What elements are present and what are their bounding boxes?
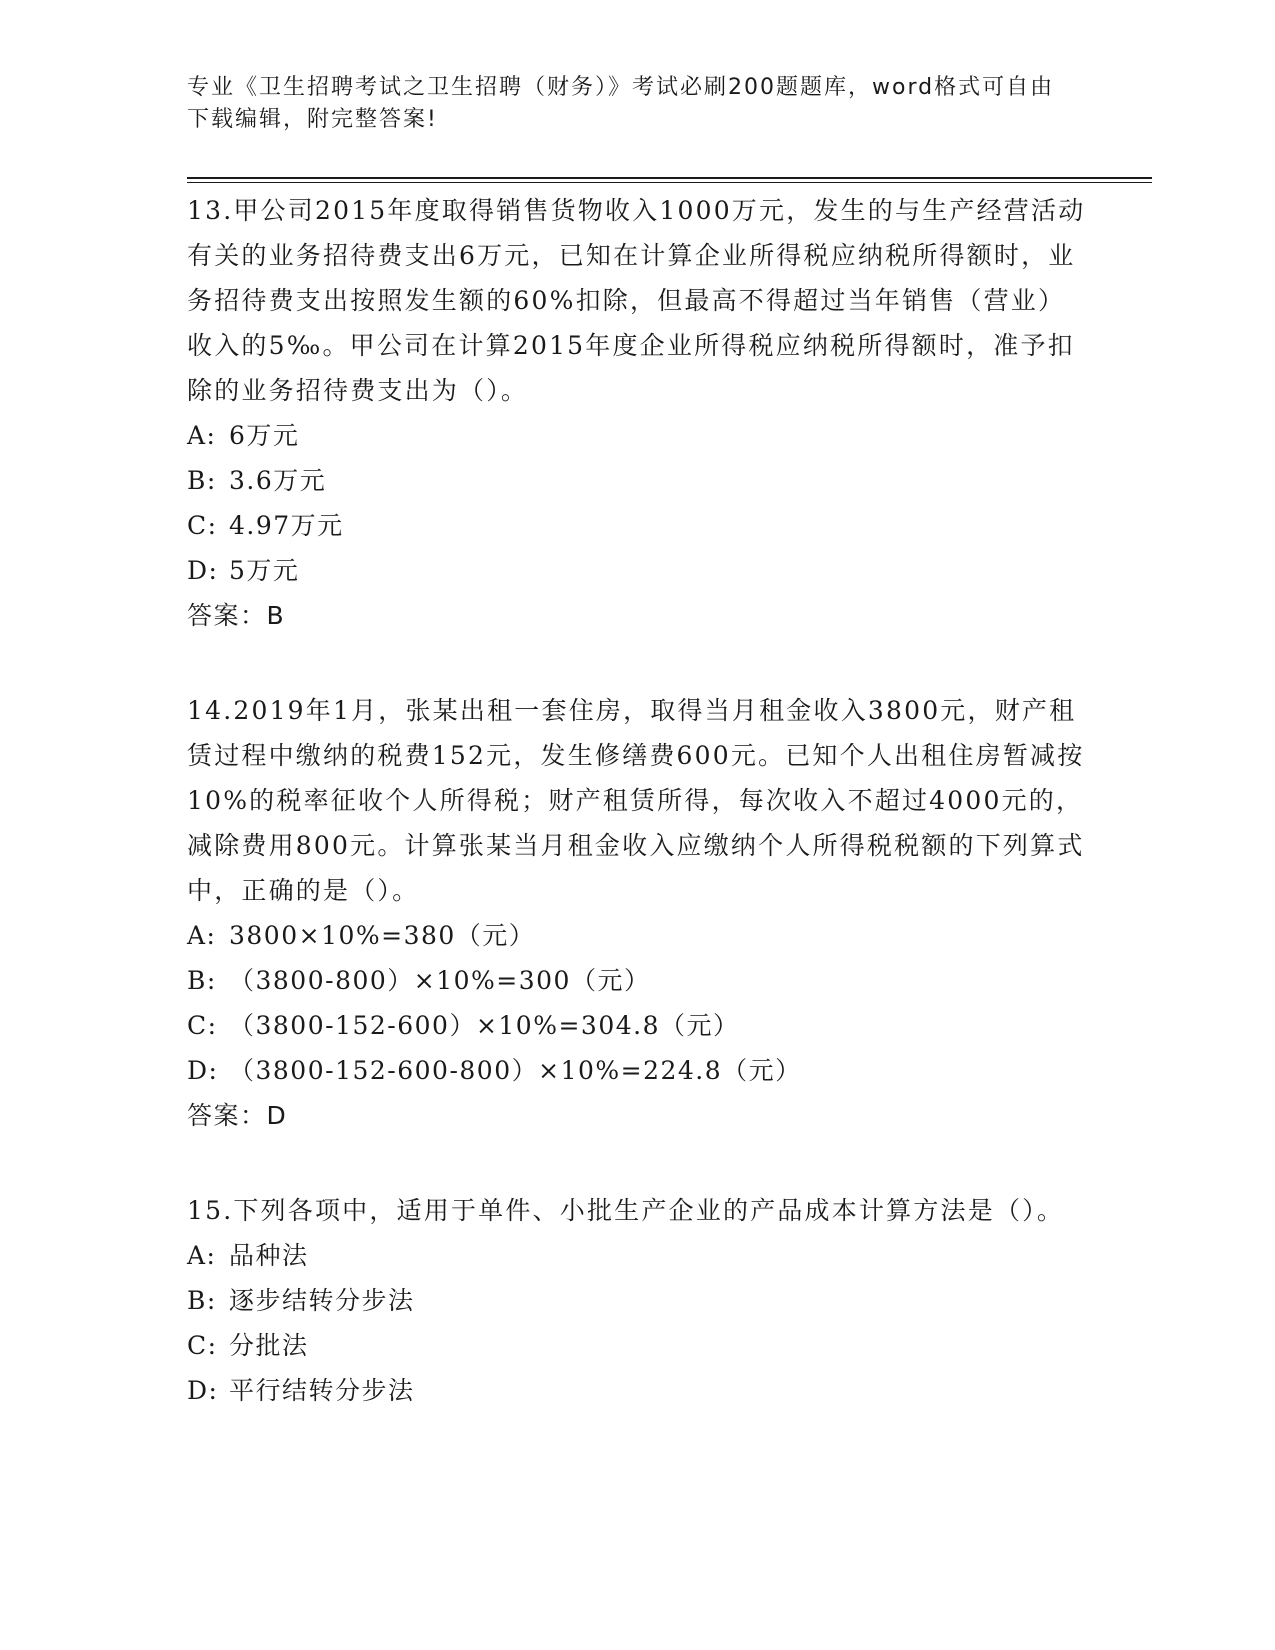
option-c <box>187 1003 1087 1048</box>
option-text: 分批法 <box>229 1331 309 1360</box>
page-header: 专业《卫生招聘考试之卫生招聘（财务）》考试必刷200题题库，word格式可自由下载编辑，附完整答案! <box>187 75 1055 132</box>
answer-line: 答案：B <box>187 601 286 630</box>
option-text: 4.97万元 <box>229 511 344 540</box>
option-a <box>187 413 1087 458</box>
question-13 <box>187 188 1087 638</box>
option-text: （3800-800）×10%=300（元） <box>229 966 651 995</box>
option-label: A: <box>187 921 217 950</box>
option-text: （3800-152-600）×10%=304.8（元） <box>229 1011 740 1040</box>
question-14 <box>187 688 1087 1138</box>
option-b <box>187 958 1087 1003</box>
option-label: D: <box>187 556 219 585</box>
option-text: （3800-152-600-800）×10%=224.8（元） <box>229 1056 802 1085</box>
option-text: 3800×10%=380（元） <box>229 921 536 950</box>
option-c <box>187 1323 1087 1368</box>
option-d <box>187 1368 1087 1413</box>
option-label: C: <box>187 511 218 540</box>
option-d <box>187 548 1087 593</box>
option-label: D: <box>187 1056 219 1085</box>
header-divider-thin <box>187 182 1152 183</box>
option-label: A: <box>187 1241 217 1270</box>
option-label: B: <box>187 966 217 995</box>
question-stem: 13.甲公司2015年度取得销售货物收入1000万元，发生的与生产经营活动有关的业务招待费支出6万元，已知在计算企业所得税应纳税所得额时，业务招待费支出按照发生额的60%扣除，但最高不得超过当年销售（营业）收入的5‰。甲公司在计算2015年度企业所得税应纳税所得额时，准予扣除的业务招待费支出为（）。 <box>187 196 1086 405</box>
option-label: C: <box>187 1331 218 1360</box>
option-text: 3.6万元 <box>229 466 327 495</box>
option-text: 平行结转分步法 <box>229 1376 415 1405</box>
option-label: C: <box>187 1011 218 1040</box>
question-stem: 15.下列各项中，适用于单件、小批生产企业的产品成本计算方法是（）。 <box>187 1196 1065 1225</box>
option-b <box>187 1278 1087 1323</box>
option-text: 品种法 <box>229 1241 309 1270</box>
option-label: B: <box>187 1286 217 1315</box>
answer-line: 答案：D <box>187 1101 288 1130</box>
option-label: A: <box>187 421 217 450</box>
option-text: 逐步结转分步法 <box>229 1286 415 1315</box>
question-15 <box>187 1188 1087 1413</box>
option-b <box>187 458 1087 503</box>
option-d <box>187 1048 1087 1093</box>
option-label: B: <box>187 466 217 495</box>
question-stem: 14.2019年1月，张某出租一套住房，取得当月租金收入3800元，财产租赁过程中缴纳的税费152元，发生修缮费600元。已知个人出租住房暂减按10%的税率征收个人所得税；财产租赁所得，每次收入不超过4000元的，减除费用800元。计算张某当月租金收入应缴纳个人所得税税额的下列算式中，正确的是（）。 <box>187 696 1085 905</box>
option-a <box>187 913 1087 958</box>
option-label: D: <box>187 1376 219 1405</box>
option-a <box>187 1233 1087 1278</box>
option-text: 6万元 <box>229 421 300 450</box>
option-c <box>187 503 1087 548</box>
header-divider <box>187 177 1152 179</box>
option-text: 5万元 <box>229 556 300 585</box>
